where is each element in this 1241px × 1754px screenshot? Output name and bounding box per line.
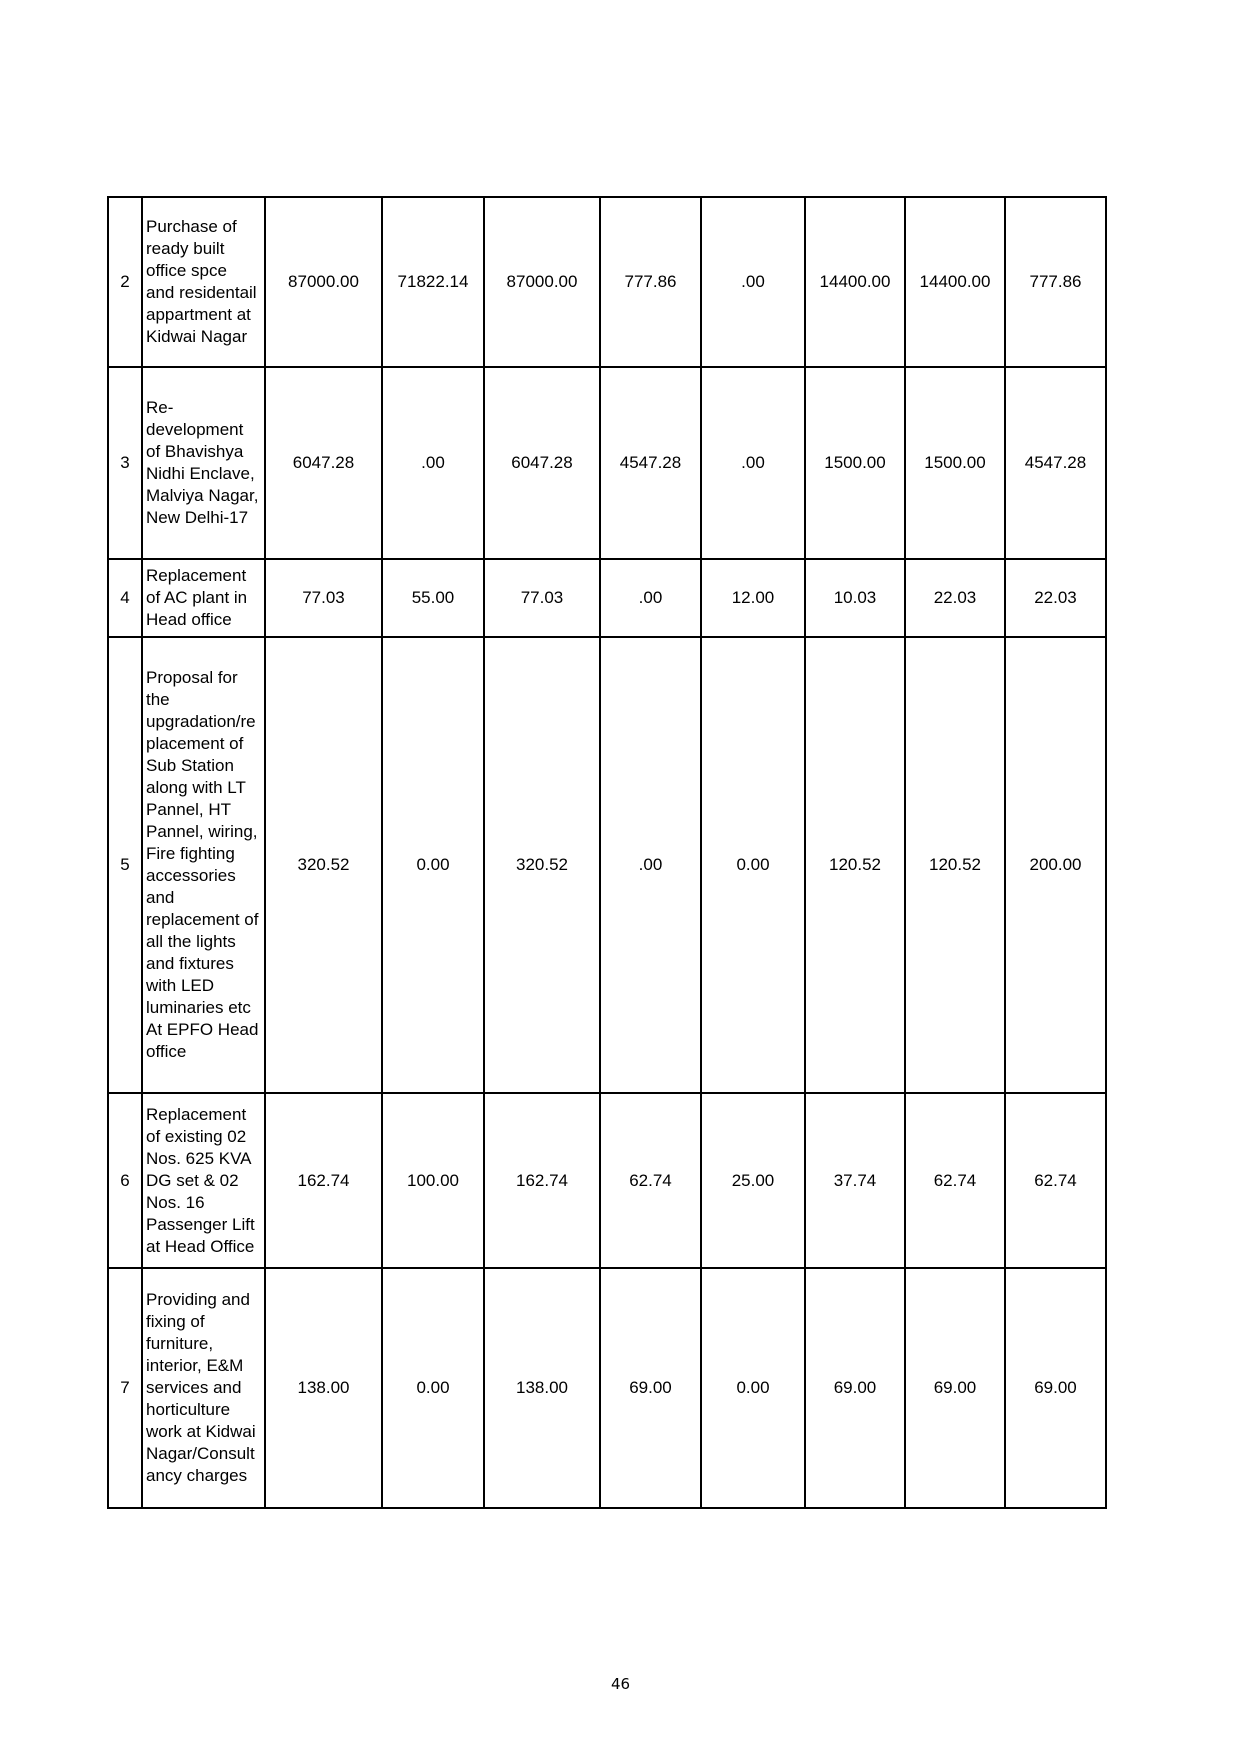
value-cell: 12.00 (701, 559, 805, 637)
table-body (108, 197, 1106, 1508)
value-cell: 320.52 (265, 637, 382, 1093)
work-description: Replacement of existing 02 Nos. 625 KVA DG set & 02 Nos. 16 Passenger Lift at Head Office (142, 1093, 265, 1268)
work-description: Replacement of AC plant in Head office (142, 559, 265, 637)
value-cell: 777.86 (1005, 197, 1106, 367)
value-cell: 1500.00 (805, 367, 905, 559)
value-cell: .00 (600, 559, 701, 637)
value-cell: 69.00 (805, 1268, 905, 1508)
value-cell: 77.03 (484, 559, 600, 637)
value-cell: .00 (600, 637, 701, 1093)
value-cell: 0.00 (701, 637, 805, 1093)
value-cell: 4547.28 (1005, 367, 1106, 559)
table-row (108, 559, 1106, 637)
works-budget-table (107, 196, 1107, 1509)
value-cell: .00 (701, 197, 805, 367)
value-cell: 22.03 (1005, 559, 1106, 637)
value-cell: 162.74 (265, 1093, 382, 1268)
serial-number: 2 (108, 197, 142, 367)
table-row (108, 367, 1106, 559)
value-cell: 69.00 (600, 1268, 701, 1508)
value-cell: 62.74 (600, 1093, 701, 1268)
value-cell: .00 (701, 367, 805, 559)
value-cell: 55.00 (382, 559, 484, 637)
value-cell: 6047.28 (484, 367, 600, 559)
value-cell: 4547.28 (600, 367, 701, 559)
value-cell: 37.74 (805, 1093, 905, 1268)
table-row (108, 197, 1106, 367)
serial-number: 6 (108, 1093, 142, 1268)
serial-number: 4 (108, 559, 142, 637)
value-cell: 0.00 (701, 1268, 805, 1508)
value-cell: 14400.00 (805, 197, 905, 367)
value-cell: 1500.00 (905, 367, 1005, 559)
value-cell: 71822.14 (382, 197, 484, 367)
value-cell: 0.00 (382, 1268, 484, 1508)
serial-number: 3 (108, 367, 142, 559)
table-row (108, 1268, 1106, 1508)
value-cell: 138.00 (484, 1268, 600, 1508)
serial-number: 7 (108, 1268, 142, 1508)
value-cell: 77.03 (265, 559, 382, 637)
work-description: Re- development of Bhavishya Nidhi Enclave, Malviya Nagar, New Delhi-17 (142, 367, 265, 559)
value-cell: 69.00 (1005, 1268, 1106, 1508)
value-cell: 10.03 (805, 559, 905, 637)
value-cell: 69.00 (905, 1268, 1005, 1508)
value-cell: 777.86 (600, 197, 701, 367)
work-description: Proposal for the upgradation/re placement of Sub Station along with LT Pannel, HT Pannel, wiring, Fire fighting accessories and replacement of all the lights and fixtures with LED luminaries etc At EPFO Head office (142, 637, 265, 1093)
value-cell: 6047.28 (265, 367, 382, 559)
value-cell: 100.00 (382, 1093, 484, 1268)
value-cell: 22.03 (905, 559, 1005, 637)
value-cell: 62.74 (905, 1093, 1005, 1268)
work-description: Providing and fixing of furniture, interior, E&M services and horticulture work at Kidwai Nagar/Consult ancy charges (142, 1268, 265, 1508)
table-row (108, 637, 1106, 1093)
value-cell: 162.74 (484, 1093, 600, 1268)
value-cell: 87000.00 (484, 197, 600, 367)
value-cell: 138.00 (265, 1268, 382, 1508)
value-cell: 14400.00 (905, 197, 1005, 367)
value-cell: 120.52 (805, 637, 905, 1093)
value-cell: 200.00 (1005, 637, 1106, 1093)
page-number: 46 (610, 1675, 631, 1693)
value-cell: 25.00 (701, 1093, 805, 1268)
serial-number: 5 (108, 637, 142, 1093)
work-description: Purchase of ready built office spce and residentail appartment at Kidwai Nagar (142, 197, 265, 367)
value-cell: 87000.00 (265, 197, 382, 367)
value-cell: 62.74 (1005, 1093, 1106, 1268)
table-row (108, 1093, 1106, 1268)
value-cell: 320.52 (484, 637, 600, 1093)
value-cell: .00 (382, 367, 484, 559)
value-cell: 120.52 (905, 637, 1005, 1093)
value-cell: 0.00 (382, 637, 484, 1093)
